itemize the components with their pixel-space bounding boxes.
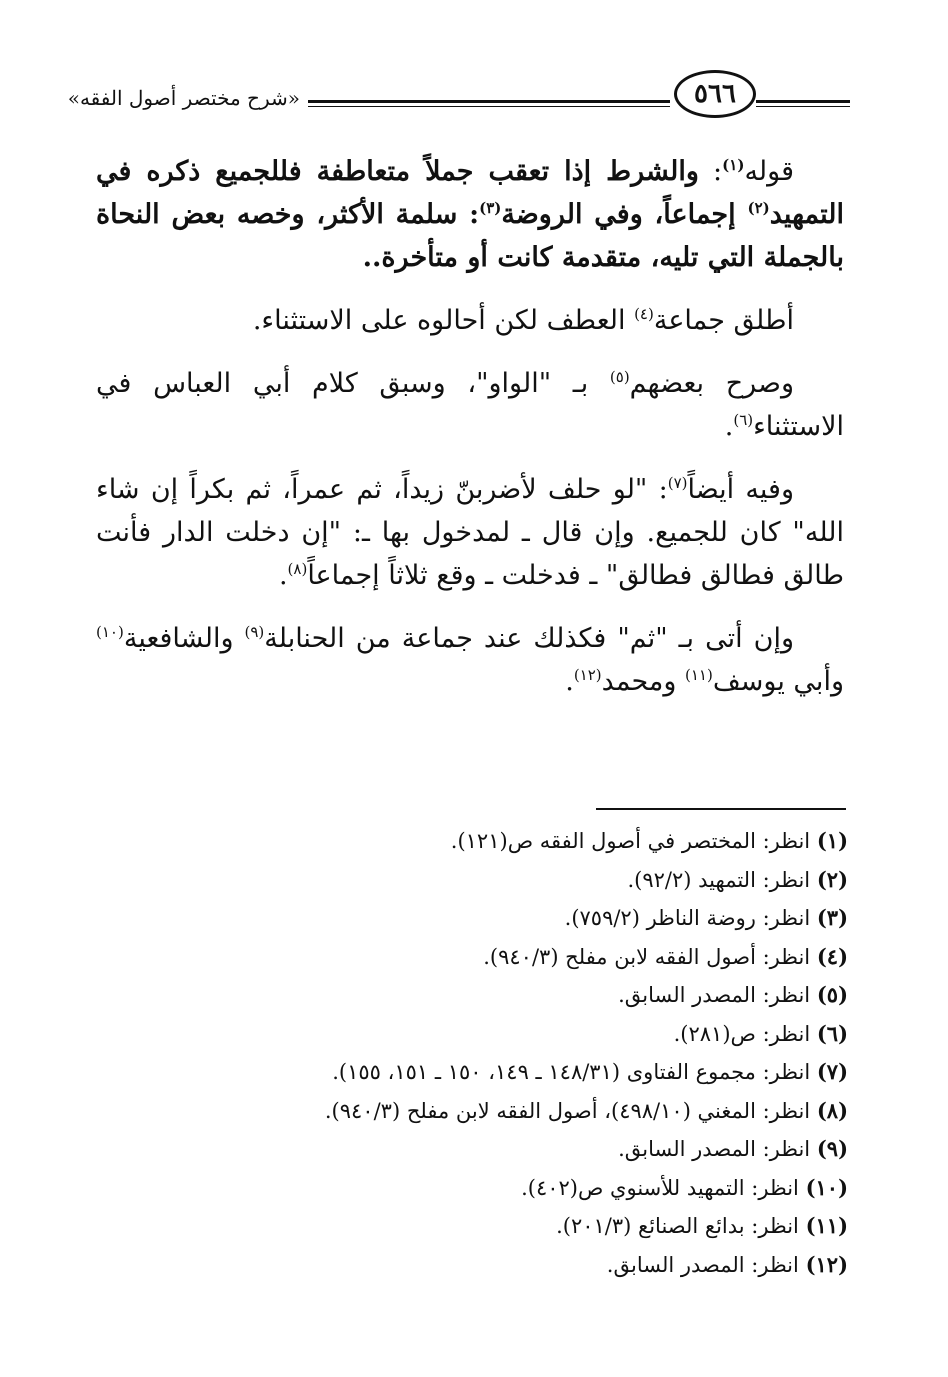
footnote-text: انظر: أصول الفقه لابن مفلح (٩٤٠/٣).	[483, 944, 811, 969]
footnote-number: (٢)	[816, 866, 848, 892]
footnote-number: (٧)	[816, 1059, 848, 1084]
paragraph-lead: قوله	[744, 156, 794, 187]
footnote-number: (٥)	[816, 982, 848, 1007]
footnote-item	[96, 976, 848, 1015]
paragraph-text: وفيه أيضاً	[687, 474, 794, 505]
footnote-separator	[596, 808, 846, 810]
paragraph-text: وصرح بعضهم	[629, 368, 794, 399]
footnote-ref: (١٢)	[573, 666, 602, 684]
paragraph-text: .	[724, 411, 734, 442]
footnote-ref: (١)	[722, 156, 745, 174]
footnote-ref: (٢)	[747, 199, 770, 217]
footnote-number: (٦)	[816, 1020, 848, 1046]
footnote-item	[96, 1092, 848, 1131]
footnote-text: انظر: المغني (٤٩٨/١٠)، أصول الفقه لابن مفلح (٩٤٠/٣).	[324, 1098, 811, 1123]
footnotes-list	[96, 822, 848, 1284]
footnote-ref: (٥)	[609, 368, 630, 386]
running-title: «شرح مختصر أصول الفقه»	[67, 86, 300, 110]
footnote-item	[96, 1246, 848, 1285]
main-text	[96, 150, 844, 723]
footnote-item	[96, 938, 848, 977]
footnote-item	[96, 1015, 848, 1054]
paragraph-4: وفيه أيضاً$^{(٧)}$: "لو حلف لأضربنّ زيداً، ثم عمراً، ثم بكراً إن شاء الله" كان للجميع. وإن قال ـ لمدخول بها ـ: "إن دخلت الدار فأنت طالق فطالق فطالق" ـ فدخلت ـ وقع ثلاثاً إجماعاً$^{(٨)}$.	[96, 474, 844, 591]
paragraph-text: العطف لكن أحالوه على الاستثناء.	[252, 305, 626, 336]
paragraph-text: "لو حلف لأضربنّ زيداً، ثم عمراً، ثم بكراً إن شاء الله" كان للجميع. وإن قال ـ لمدخول بها ـ: "إن دخلت الدار فأنت طالق فطالق فطالق" ـ فدخلت ـ وقع ثلاثاً إجماعاً	[96, 474, 844, 591]
footnote-number: (١٠)	[805, 1174, 848, 1200]
paragraph-text: سلمة الأكثر، وخصه بعض النحاة بالجملة التي تليه، متقدمة كانت أو متأخرة..	[96, 199, 844, 273]
paragraph-text: والشرط إذا تعقب جملاً متعاطفة فللجميع ذكره في التمهيد	[96, 156, 844, 230]
header-rule-thin	[308, 106, 670, 107]
paragraph-1: قوله$^{(١)}$: والشرط إذا تعقب جملاً متعاطفة فللجميع ذكره في التمهيد$^{(٢)}$ إجماعاً، وفي الروضة$^{(٣)}$: سلمة الأكثر، وخصه بعض النحاة بالجملة التي تليه، متقدمة كانت أو متأخرة..	[96, 156, 844, 273]
footnote-ref: (١٠)	[96, 623, 124, 641]
paragraph-text: بـ "الواو"، وسبق كلام أبي العباس في الاستثناء	[96, 368, 844, 442]
footnote-item	[96, 1207, 848, 1246]
paragraph-text: وأبي يوسف	[712, 666, 844, 697]
footnote-ref: (١١)	[684, 666, 713, 684]
footnote-ref: (٤)	[634, 305, 654, 323]
footnote-text: انظر: التمهيد (٩٢/٢).	[627, 867, 811, 892]
footnote-text: انظر: التمهيد للأسنوي ص(٤٠٢).	[521, 1175, 799, 1200]
footnote-text: انظر: ص(٢٨١).	[673, 1021, 811, 1046]
paragraph-text: ومحمد	[601, 666, 677, 697]
paragraph-text: أطلق جماعة	[653, 305, 794, 336]
footnote-text: انظر: المصدر السابق.	[606, 1252, 799, 1277]
header-rule-right	[756, 100, 850, 103]
footnote-text: انظر: روضة الناظر (٧٥٩/٢).	[564, 906, 811, 930]
footnote-number: (١١)	[805, 1213, 848, 1238]
footnote-ref: (٦)	[733, 411, 754, 429]
footnote-item	[96, 861, 848, 900]
footnote-text: انظر: المصدر السابق.	[618, 1137, 811, 1161]
footnote-item	[96, 822, 848, 861]
footnote-item	[96, 1169, 848, 1208]
footnote-number: (٤)	[816, 943, 848, 969]
footnote-number: (٣)	[816, 905, 848, 930]
paragraph-5	[96, 617, 844, 703]
header-rule	[308, 100, 670, 103]
footnote-text: انظر: مجموع الفتاوى (١٤٨/٣١ ـ ١٤٩، ١٥٠ ـ ١٥١، ١٥٥).	[332, 1060, 811, 1084]
paragraph-text: .	[565, 666, 574, 697]
footnote-ref: (٣)	[479, 199, 502, 217]
paragraph-text: .	[278, 560, 288, 591]
paragraph-text: والشافعية	[123, 623, 234, 654]
paragraph-2	[96, 299, 844, 342]
footnote-item	[96, 899, 848, 938]
footnote-item	[96, 1130, 848, 1169]
footnote-item	[96, 1053, 848, 1092]
footnote-number: (٨)	[816, 1097, 848, 1123]
footnote-number: (١)	[816, 828, 848, 853]
footnote-number: (١٢)	[805, 1251, 848, 1277]
footnote-ref: (٧)	[667, 474, 688, 492]
header-rule-right-thin	[756, 106, 850, 107]
footnote-text: انظر: بدائع الصنائع (٢٠١/٣).	[556, 1214, 799, 1238]
paragraph-text: إجماعاً، وفي الروضة	[501, 199, 736, 230]
page-number: ٥٦٦	[674, 70, 756, 118]
page-header	[67, 66, 850, 126]
paragraph-text: وإن أتى بـ "ثم" فكذلك عند جماعة من الحنابلة	[264, 623, 794, 654]
footnote-text: انظر: المصدر السابق.	[618, 983, 811, 1007]
footnote-text: انظر: المختصر في أصول الفقه ص(١٢١).	[450, 829, 811, 853]
footnote-number: (٩)	[816, 1136, 848, 1161]
footnote-ref: (٨)	[287, 560, 308, 578]
footnote-ref: (٩)	[244, 623, 265, 641]
paragraph-3	[96, 362, 844, 448]
